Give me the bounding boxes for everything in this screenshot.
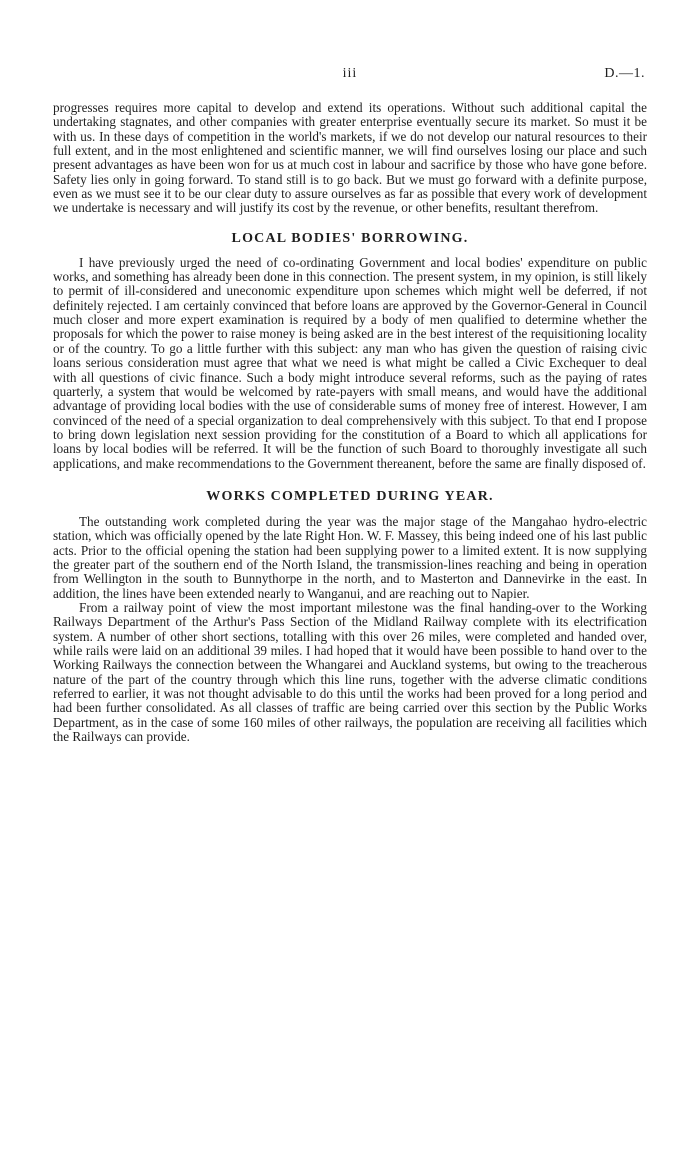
works-paragraph-railways: From a railway point of view the most important milestone was the final handing-over to the Working Railways Department of the Arthur's Pass Section of the Midland Railway complete with its electrification system. A number of other short sections, totalling with this over 26 miles, were completed and handed over, while rails were laid on an additional 39 miles. I had hoped that it would have been possible to hand over to the Working Railways the connection between the Whangarei and Auckland systems, but owing to the treacherous nature of the part of the country through which this line runs, together with the adverse climatic conditions referred to earlier, it was not thought advisable to do this until the works had been proved for a long period and had been further consolidated. As all classes of traffic are being carried over this section by the Public Works Department, as in the case of some 160 miles of other railways, the population are receiving all facilities which the Railways can provide. <box>53 599 647 745</box>
page-number: iii <box>342 66 358 81</box>
section-heading-works-completed: WORKS COMPLETED DURING YEAR. <box>206 488 494 504</box>
borrowing-paragraph: I have previously urged the need of co-ordinating Government and local bodies' expenditure on public works, and something has already been done in this connection. The present system, in my opinion, is still likely to permit of ill-considered and uneconomic expenditure upon schemes which might well be deferred, if not definitely rejected. I am certainly convinced that before loans are approved by the Governor-General in Council much closer and more expert examination is required by a body of men qualified to determine whether the proposals for which the power to raise money is being asked are in the best interest of the requisitioning locality or of the country. To go a little further with this subject: any man who has given the question of raising civic loans serious consideration must agree that what we need is what might be called a Civic Exchequer to deal with all questions of civic finance. Such a body might introduce several reforms, such as the paying of rates quarterly, a system that would be welcomed by rate-payers with small means, and would have the additional advantage of providing local bodies with the use of considerable sums of money free of interest. However, I am convinced of the need of a special organization to deal comprehensively with this subject. To that end I propose to bring down legislation next session providing for the constitution of a Board to which all applications for loans by local bodies will be referred. It will be the function of such Board to thoroughly investigate all such applications, and make recommendations to the Government thereanent, before the same are finally disposed of. <box>53 254 647 471</box>
section-heading-local-bodies-borrowing: LOCAL BODIES' BORROWING. <box>231 230 469 246</box>
document-reference: D.—1. <box>604 66 645 81</box>
intro-paragraph: progresses requires more capital to develop and extend its operations. Without such additional capital the undertaking stagnates, and other companies with greater enterprise eventually secure its market. So must it be with us. In these days of competition in the world's markets, if we do not develop our natural resources to their full extent, and in the most enlightened and scientific manner, we will find ourselves losing our place and such present advantages as have been won for us at much cost in labour and sacrifice by those who have gone before. Safety lies only in going forward. To stand still is to go back. But we must go forward with a definite purpose, even as we must see it to be our clear duty to assure ourselves as far as possible that every work of development we undertake is necessary and will justify its cost by the revenue, or other benefits, resultant therefrom. <box>53 100 647 216</box>
body-text <box>53 101 647 744</box>
works-paragraph-mangahao: The outstanding work completed during the year was the major stage of the Mangahao hydro-electric station, which was officially opened by the late Right Hon. W. F. Massey, this being indeed one of his last public acts. Prior to the official opening the station had been supplying power to a limited extent. It is now supplying the greater part of the southern end of the North Island, the transmission-lines reaching and being in operation from Wellington in the south to Bunnythorpe in the north, and to Masterton and Dannevirke in the east. In addition, the lines have been extended nearly to Wanganui, and are reaching out to Napier. <box>53 513 647 601</box>
